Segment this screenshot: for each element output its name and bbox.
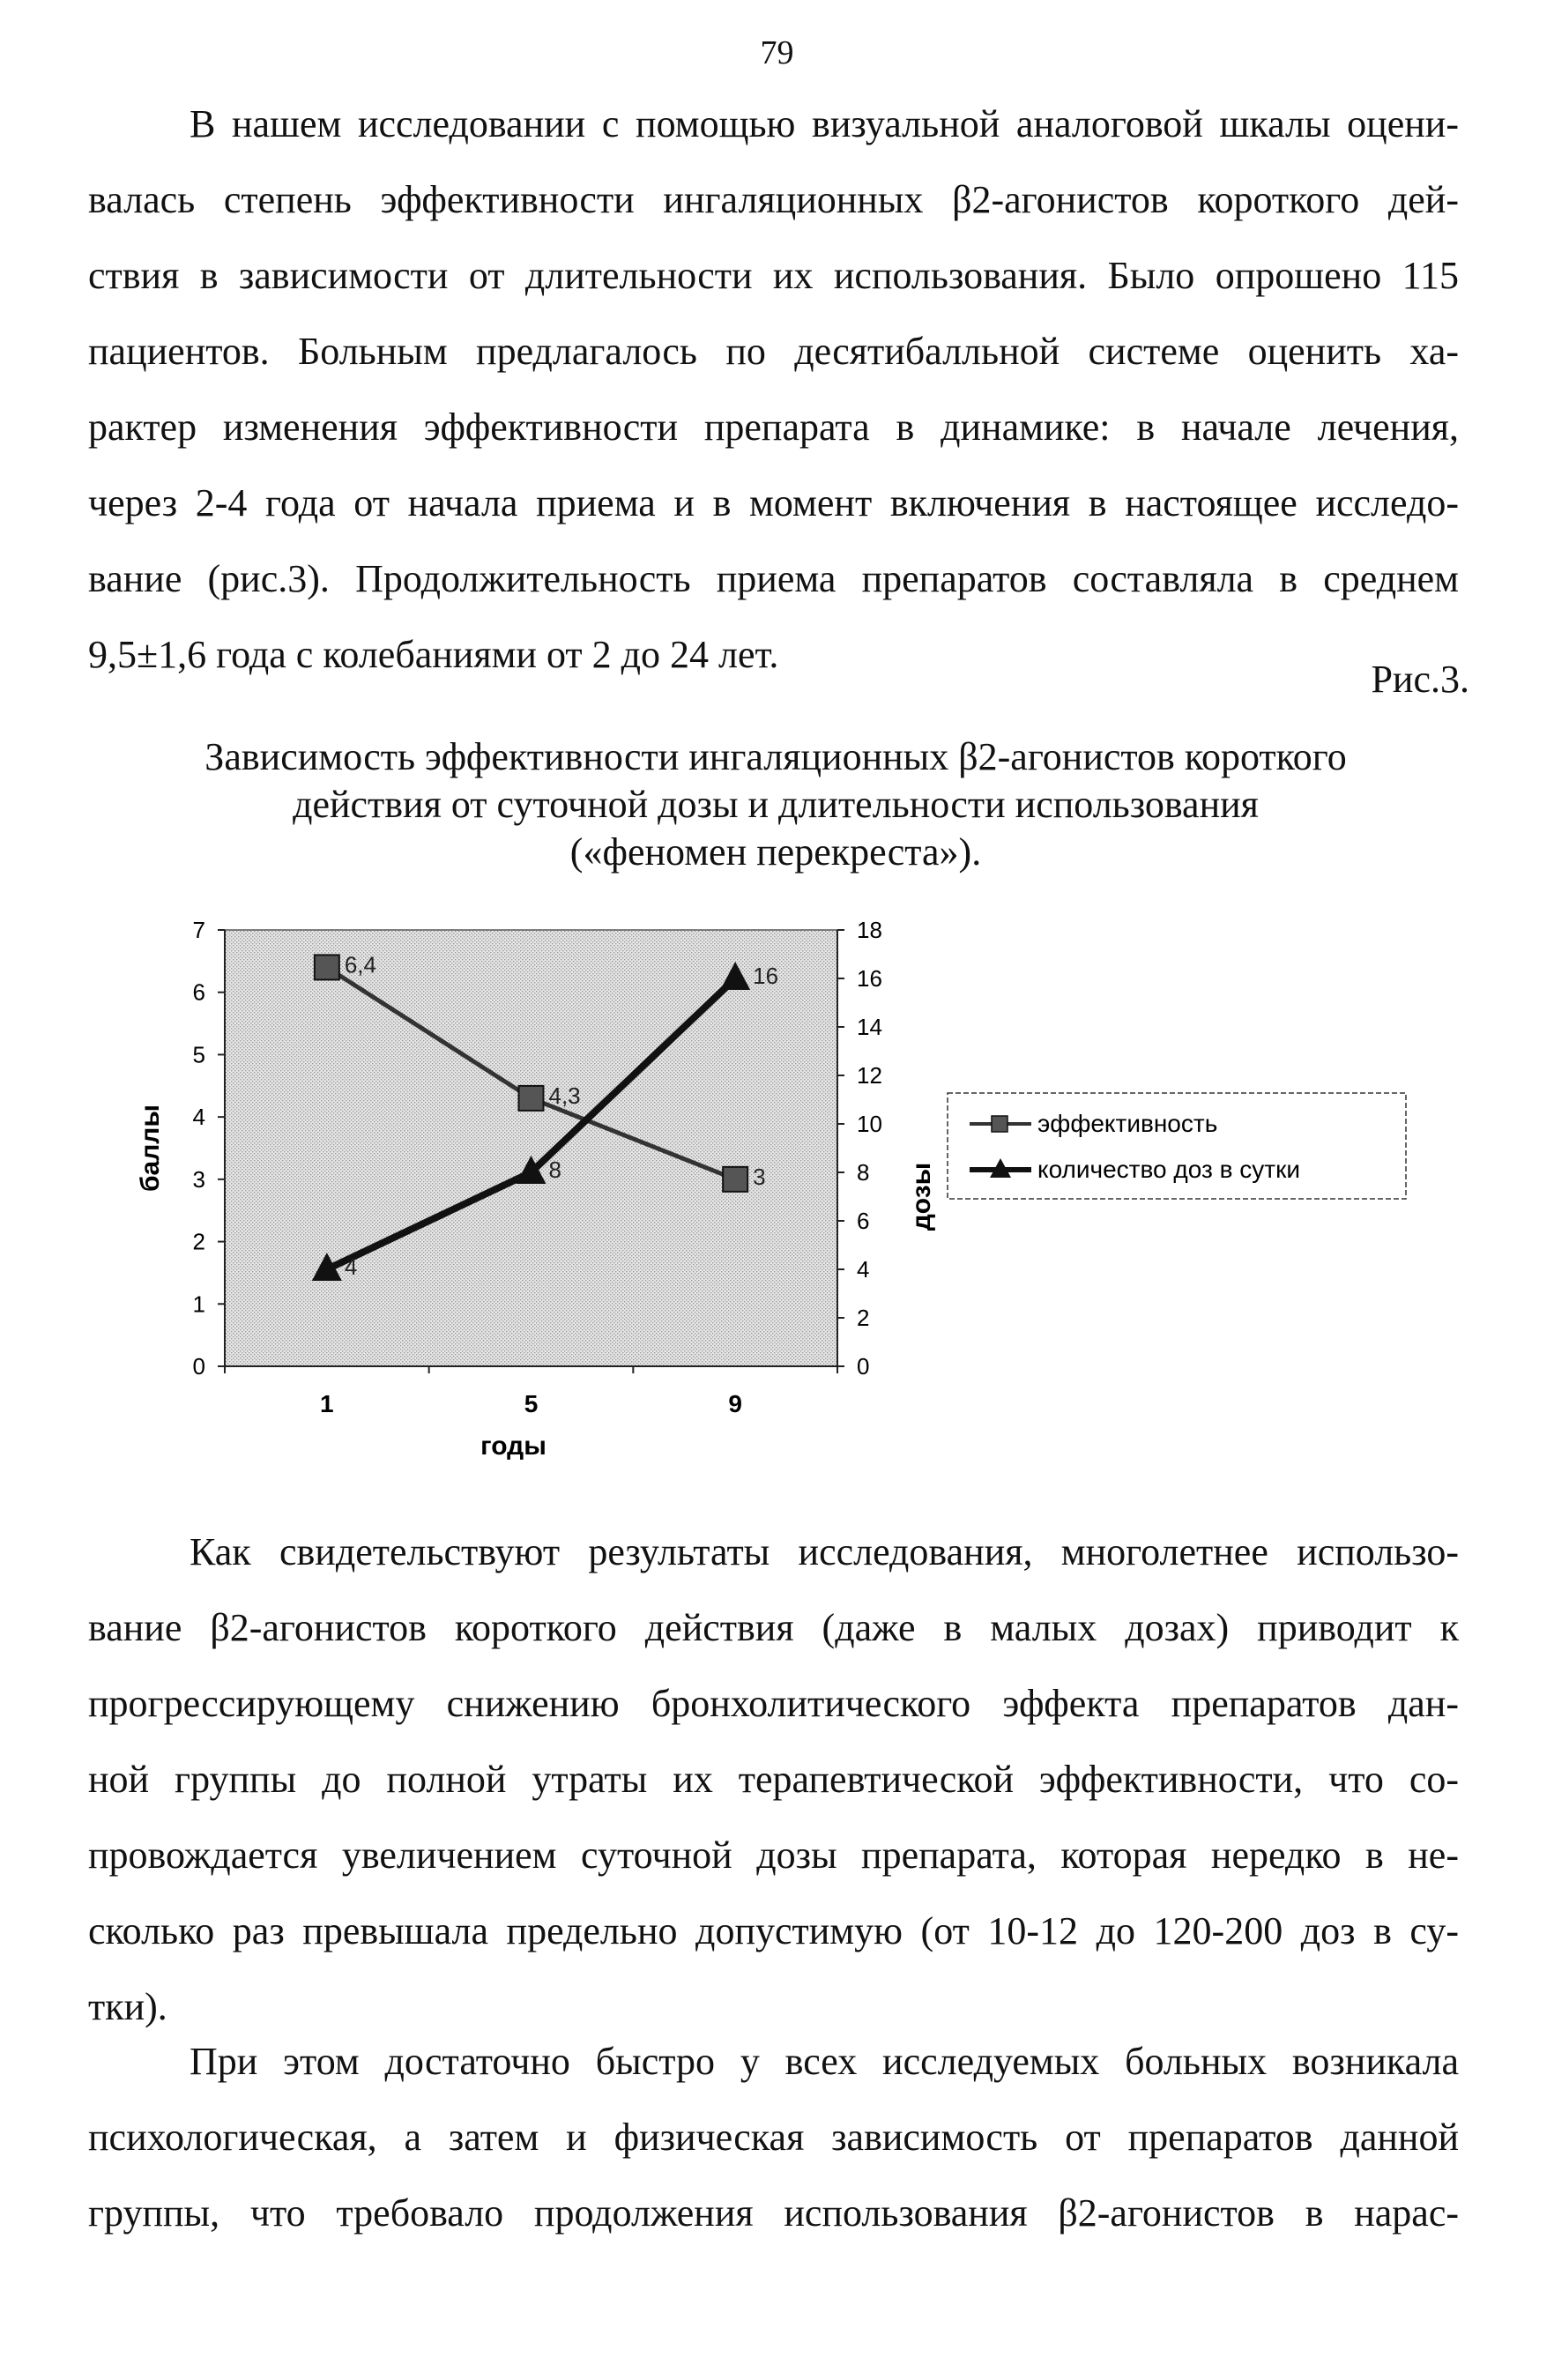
- text-line: прогрессирующему снижению бронхолитического эффекта препаратов дан-: [88, 1682, 1459, 1725]
- x-tick-label: 1: [320, 1390, 334, 1417]
- text-line: 9,5±1,6 года с колебаниями от 2 до 24 лет.: [88, 633, 779, 676]
- right-axis-title: дозы: [907, 1162, 936, 1231]
- text-line: провождается увеличением суточной дозы препарата, которая нередко в не-: [88, 1833, 1459, 1877]
- text-line: рактер изменения эффективности препарата в динамике: в начале лечения,: [88, 405, 1459, 449]
- data-label: 16: [753, 963, 779, 989]
- data-label: 4,3: [548, 1082, 581, 1109]
- left-tick-label: 1: [192, 1290, 205, 1318]
- figure-title-line: Зависимость эффективности ингаляционных β2-агонистов короткого: [204, 735, 1347, 778]
- right-tick-label: 14: [857, 1014, 882, 1040]
- legend-marker-square: [992, 1116, 1007, 1132]
- text-line: ной группы до полной утраты их терапевтической эффективности, что со-: [88, 1758, 1459, 1801]
- data-label: 4: [344, 1253, 358, 1280]
- figure-title: [115, 733, 1437, 876]
- text-line: При этом достаточно быстро у всех исследуемых больных возникала: [190, 2040, 1459, 2083]
- right-tick-label: 18: [857, 917, 882, 943]
- text-line: Как свидетельствуют результаты исследования, многолетнее использо-: [190, 1530, 1459, 1573]
- left-tick-label: 5: [192, 1041, 205, 1068]
- data-label: 3: [753, 1163, 766, 1190]
- right-tick-label: 16: [857, 965, 882, 992]
- chart-svg: [115, 908, 1437, 1481]
- series-marker-square: [315, 955, 339, 979]
- text-line: валась степень эффективности ингаляционных β2-агонистов короткого дей-: [88, 178, 1459, 221]
- right-tick-label: 2: [857, 1305, 870, 1331]
- x-axis-title: годы: [480, 1432, 547, 1461]
- text-line: вание β2-агонистов короткого действия (даже в малых дозах) приводит к: [88, 1606, 1459, 1649]
- figure-label: Рис.3.: [1371, 658, 1469, 701]
- text-line: вание (рис.3). Продолжительность приема препаратов составляла в среднем: [88, 557, 1459, 600]
- paragraph-results: [88, 1514, 1459, 2045]
- right-tick-label: 8: [857, 1159, 870, 1186]
- right-tick-label: 6: [857, 1208, 870, 1234]
- data-label: 8: [548, 1157, 561, 1183]
- legend-label: количество доз в сутки: [1037, 1156, 1300, 1183]
- figure-title-line: («феномен перекреста»).: [569, 830, 982, 874]
- legend-box: [948, 1093, 1406, 1199]
- text-line: через 2-4 года от начала приема и в момент включения в настоящее исследо-: [88, 481, 1459, 524]
- left-tick-label: 0: [192, 1353, 205, 1380]
- left-tick-label: 3: [192, 1165, 205, 1193]
- x-tick-label: 9: [728, 1390, 742, 1417]
- series-marker-square: [723, 1167, 747, 1192]
- left-tick-label: 4: [192, 1104, 205, 1131]
- crossover-chart: [115, 908, 1437, 1481]
- left-tick-label: 2: [192, 1228, 205, 1255]
- plot-area: [225, 930, 837, 1366]
- data-label: 6,4: [344, 951, 376, 978]
- text-line: сколько раз превышала предельно допустимую (от 10-12 до 120-200 доз в су-: [88, 1909, 1459, 1952]
- right-tick-label: 10: [857, 1111, 882, 1137]
- left-tick-label: 6: [192, 978, 205, 1006]
- page-number: 79: [760, 34, 794, 71]
- right-tick-label: 4: [857, 1256, 870, 1283]
- paragraph-dependence: [88, 2024, 1459, 2251]
- paragraph-intro: [88, 86, 1459, 693]
- x-tick-label: 5: [524, 1390, 539, 1417]
- text-line: группы, что требовало продолжения использования β2-агонистов в нарас-: [88, 2191, 1459, 2235]
- text-line: психологическая, а затем и физическая зависимость от препаратов данной: [88, 2116, 1459, 2159]
- right-tick-label: 12: [857, 1062, 882, 1089]
- left-axis-title: баллы: [136, 1104, 165, 1192]
- text-line: тки).: [88, 1985, 167, 2028]
- figure-title-line: действия от суточной дозы и длительности использования: [293, 783, 1259, 826]
- text-line: ствия в зависимости от длительности их использования. Было опрошено 115: [88, 254, 1459, 297]
- legend-label: эффективность: [1037, 1110, 1218, 1137]
- left-tick-label: 7: [192, 917, 205, 943]
- series-marker-square: [519, 1086, 544, 1111]
- text-line: В нашем исследовании с помощью визуальной аналоговой шкалы оцени-: [190, 102, 1459, 145]
- right-tick-label: 0: [857, 1353, 870, 1380]
- text-line: пациентов. Больным предлагалось по десятибалльной системе оценить ха-: [88, 330, 1459, 373]
